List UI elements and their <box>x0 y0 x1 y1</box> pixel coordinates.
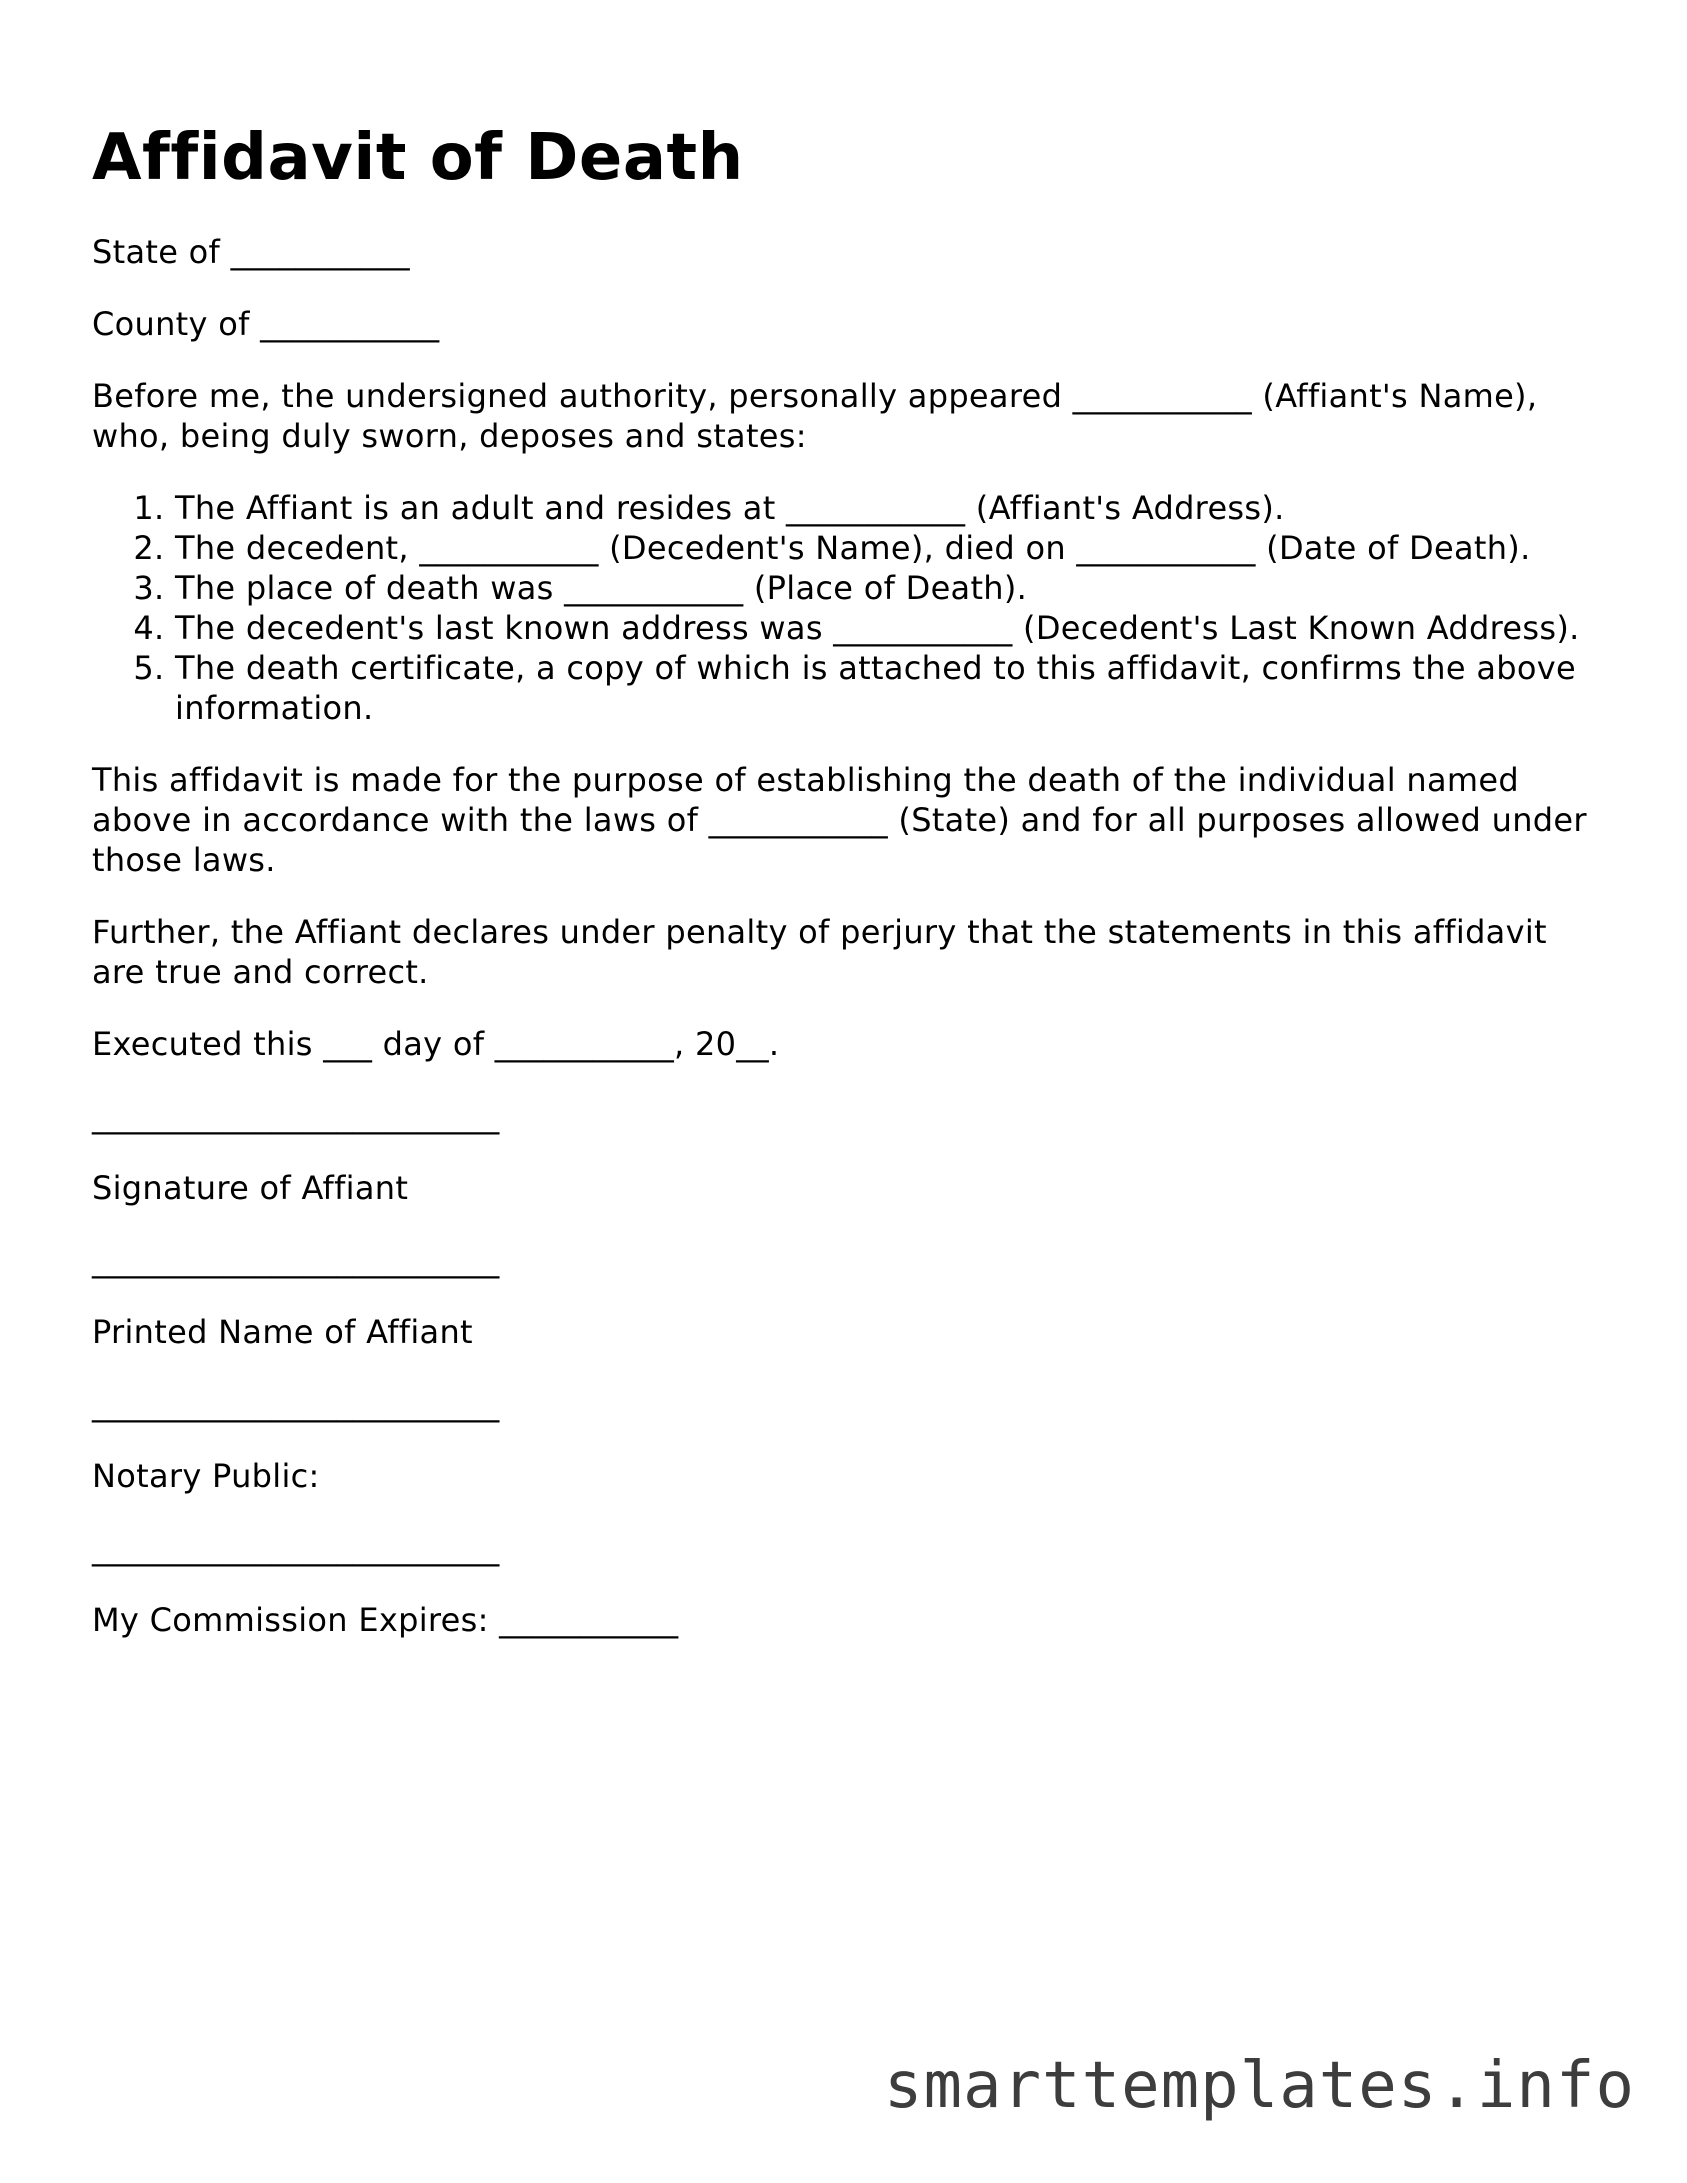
notary-signature-line: _________________________ <box>92 1385 500 1423</box>
list-item: 4. The decedent's last known address was ___________ (Decedent's Last Known Address). <box>175 608 1602 648</box>
affiant-signature-line: _________________________ <box>92 1097 500 1135</box>
commission-expires-label: My Commission Expires: ___________ <box>92 1601 679 1639</box>
affiant-printed-name-label: Printed Name of Affiant <box>92 1313 473 1351</box>
commission-signature-line: _________________________ <box>92 1529 500 1567</box>
signature-block <box>92 1096 1602 1640</box>
statement-list <box>92 488 1602 728</box>
list-item: 5. The death certificate, a copy of which is attached to this affidavit, confirms the above information. <box>175 648 1602 728</box>
purpose-paragraph: This affidavit is made for the purpose of establishing the death of the individual named above in accordance with the laws of ___________ (State) and for all purposes allowed under those laws. <box>92 761 1587 879</box>
county-line: County of ___________ <box>92 305 440 343</box>
watermark-text: smarttemplates.info <box>883 2049 1635 2123</box>
intro-paragraph: Before me, the undersigned authority, personally appeared ___________ (Affiant's Name), who, being duly sworn, deposes and states: <box>92 377 1538 455</box>
document-title: Affidavit of Death <box>92 121 744 195</box>
notary-label: Notary Public: <box>92 1457 320 1495</box>
affiant-signature-label: Signature of Affiant <box>92 1169 409 1207</box>
executed-line: Executed this ___ day of ___________, 20__. <box>92 1025 780 1063</box>
affiant-printed-name-line: _________________________ <box>92 1241 500 1279</box>
document-page <box>92 118 1602 1672</box>
list-item: 2. The decedent, ___________ (Decedent's Name), died on ___________ (Date of Death). <box>175 528 1602 568</box>
state-line: State of ___________ <box>92 233 410 271</box>
declaration-paragraph: Further, the Affiant declares under penalty of perjury that the statements in this affidavit are true and correct. <box>92 913 1547 991</box>
list-item: 1. The Affiant is an adult and resides at ___________ (Affiant's Address). <box>175 488 1602 528</box>
list-item: 3. The place of death was ___________ (Place of Death). <box>175 568 1602 608</box>
